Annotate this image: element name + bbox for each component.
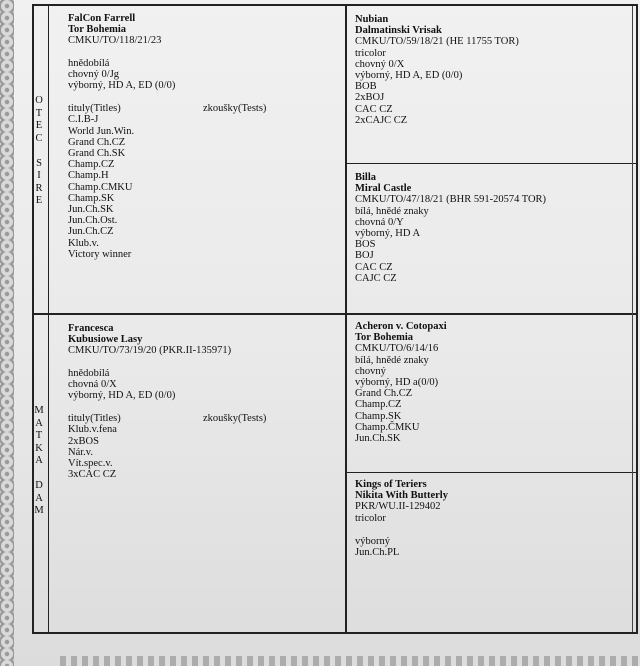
info-line: bílá, hnědé znaky: [355, 354, 429, 366]
info-line: CAJC CZ: [355, 272, 397, 284]
side-letter: K: [35, 442, 43, 454]
dam-dam-reg: PKR/WU.II-129402: [355, 501, 441, 513]
side-letter: M: [34, 505, 44, 516]
sire-grade: výborný, HD A, ED (0/0): [68, 80, 176, 92]
title-item: Jun.Ch.SK: [68, 204, 114, 216]
perforation-left: [0, 0, 14, 666]
sire-breeding: chovný 0/Jg: [68, 68, 120, 80]
title-item: Klub.v.: [68, 237, 99, 249]
dam-dam-name: Kings of Teriers: [355, 479, 427, 490]
info-line: CMKU/TO/59/18/21 (HE 11755 TOR): [355, 36, 519, 48]
info-line: 2xBOJ: [355, 92, 385, 104]
generation-divider: [32, 313, 638, 315]
title-item: Jun.Ch.CZ: [68, 226, 114, 238]
sire-side-label: [34, 95, 44, 208]
title-item: Grand Ch.CZ: [68, 136, 126, 148]
title-item: Champ.CZ: [68, 159, 115, 171]
side-letter: E: [35, 120, 43, 131]
info-line: výborný, HD A, ED (0/0): [355, 70, 463, 82]
info-line: chovná 0/Y: [355, 216, 404, 228]
info-line: BOB: [355, 81, 377, 93]
title-item: 2xBOS: [68, 435, 99, 447]
side-letter: A: [35, 492, 43, 504]
dam-sire-kennel: Tor Bohemia: [355, 332, 414, 344]
dam-reg: CMKU/TO/73/19/20 (PKR.II-135971): [68, 345, 232, 357]
info-line: Champ.SK: [355, 410, 402, 422]
dam-titles-header: tituly(Titles): [68, 413, 121, 425]
title-item: Champ.H: [68, 170, 109, 182]
sire-dam-cell: [355, 172, 546, 284]
side-letter: [34, 145, 44, 158]
title-item: Champ.SK: [68, 192, 115, 204]
sire-color: hnědobílá: [68, 57, 110, 69]
title-item: Grand Ch.SK: [68, 148, 126, 160]
info-line: CAC CZ: [355, 261, 393, 273]
info-line: bílá, hnědé znaky: [355, 205, 429, 217]
sire-grandparents-divider: [346, 163, 638, 164]
info-line: CMKU/TO/47/18/21 (BHR 591-20574 TOR): [355, 194, 547, 206]
info-line: chovný: [355, 365, 386, 377]
dam-grandparents-divider: [346, 472, 638, 473]
info-line: výborný: [355, 535, 390, 547]
info-line: BOS: [355, 239, 376, 251]
side-letter: O: [35, 95, 43, 106]
side-letter: A: [35, 417, 43, 429]
info-line: CMKU/TO/6/14/16: [355, 343, 439, 355]
sire-titles-header: tituly(Titles): [68, 103, 121, 115]
sidebar-rule: [48, 4, 49, 634]
sire-sire-kennel: Dalmatinski Vrisak: [355, 25, 442, 37]
info-line: výborný, HD A: [355, 228, 421, 240]
sire-cell: [68, 13, 266, 260]
dam-name: Francesca: [68, 323, 114, 334]
side-letter: M: [34, 405, 44, 416]
sire-sire-name: Nubian: [355, 14, 389, 25]
side-letter: I: [37, 170, 41, 181]
title-item: C.I.B-J: [68, 114, 99, 126]
sire-reg: CMKU/TO/118/21/23: [68, 35, 162, 47]
info-line: Champ.CZ: [355, 399, 402, 411]
title-item: Vít.spec.v.: [68, 458, 113, 470]
info-line: BOJ: [355, 250, 374, 262]
perforation-bottom: [60, 656, 640, 666]
sire-dam-kennel: Miral Castle: [355, 183, 412, 195]
info-line: Jun.Ch.SK: [355, 433, 401, 445]
title-item: Champ.CMKU: [68, 181, 133, 193]
dam-color: hnědobílá: [68, 367, 110, 379]
dam-dam-kennel: Nikita With Butterly: [355, 490, 448, 502]
dam-grade: výborný, HD A, ED (0/0): [68, 390, 176, 402]
title-item: Klub.v.fena: [68, 424, 117, 436]
side-letter: A: [35, 455, 43, 466]
sire-name: FalCon Farrell: [68, 13, 136, 24]
title-item: 3xCAC CZ: [68, 469, 117, 481]
info-line: Champ.ČMKU: [355, 421, 420, 433]
side-letter: R: [35, 182, 43, 194]
sire-dam-name: Billa: [355, 172, 377, 183]
sire-sire-cell: [355, 14, 519, 126]
title-item: World Jun.Win.: [68, 125, 135, 137]
dam-dam-cell: [355, 479, 448, 558]
info-line: Grand Ch.CZ: [355, 388, 413, 400]
dam-breeding: chovná 0/X: [68, 378, 117, 390]
sire-tests-header: zkoušky(Tests): [203, 103, 267, 115]
side-letter: E: [35, 195, 43, 206]
dam-dam-color: tricolor: [355, 512, 386, 524]
dam-side-label: [34, 405, 44, 518]
dam-kennel: Kubusiowe Lasy: [68, 334, 143, 346]
info-line: chovný 0/X: [355, 58, 405, 70]
info-line: Jun.Ch.PL: [355, 547, 400, 559]
sire-titles-list: [68, 114, 266, 260]
dam-cell: [68, 323, 266, 480]
side-letter: [34, 468, 44, 481]
title-item: Nár.v.: [68, 446, 93, 458]
info-line: výborný, HD a(0/0): [355, 377, 439, 389]
dam-sire-name: Acheron v. Cotopaxi: [355, 321, 447, 332]
info-line: CAC CZ: [355, 103, 393, 115]
sire-kennel: Tor Bohemia: [68, 24, 127, 36]
dam-tests-header: zkoušky(Tests): [203, 413, 267, 425]
side-letter: D: [35, 480, 43, 491]
title-item: Jun.Ch.Ost.: [68, 215, 118, 227]
side-letter: C: [35, 132, 43, 144]
dam-sire-cell: [355, 321, 447, 444]
side-letter: T: [35, 430, 43, 441]
info-line: tricolor: [355, 47, 386, 59]
right-edge-rule: [632, 6, 633, 632]
info-line: 2xCAJC CZ: [355, 114, 408, 126]
side-letter: S: [36, 157, 42, 169]
side-letter: T: [35, 107, 43, 119]
dam-titles-list: [68, 424, 266, 480]
column-divider: [345, 6, 347, 634]
title-item: Victory winner: [68, 248, 132, 260]
